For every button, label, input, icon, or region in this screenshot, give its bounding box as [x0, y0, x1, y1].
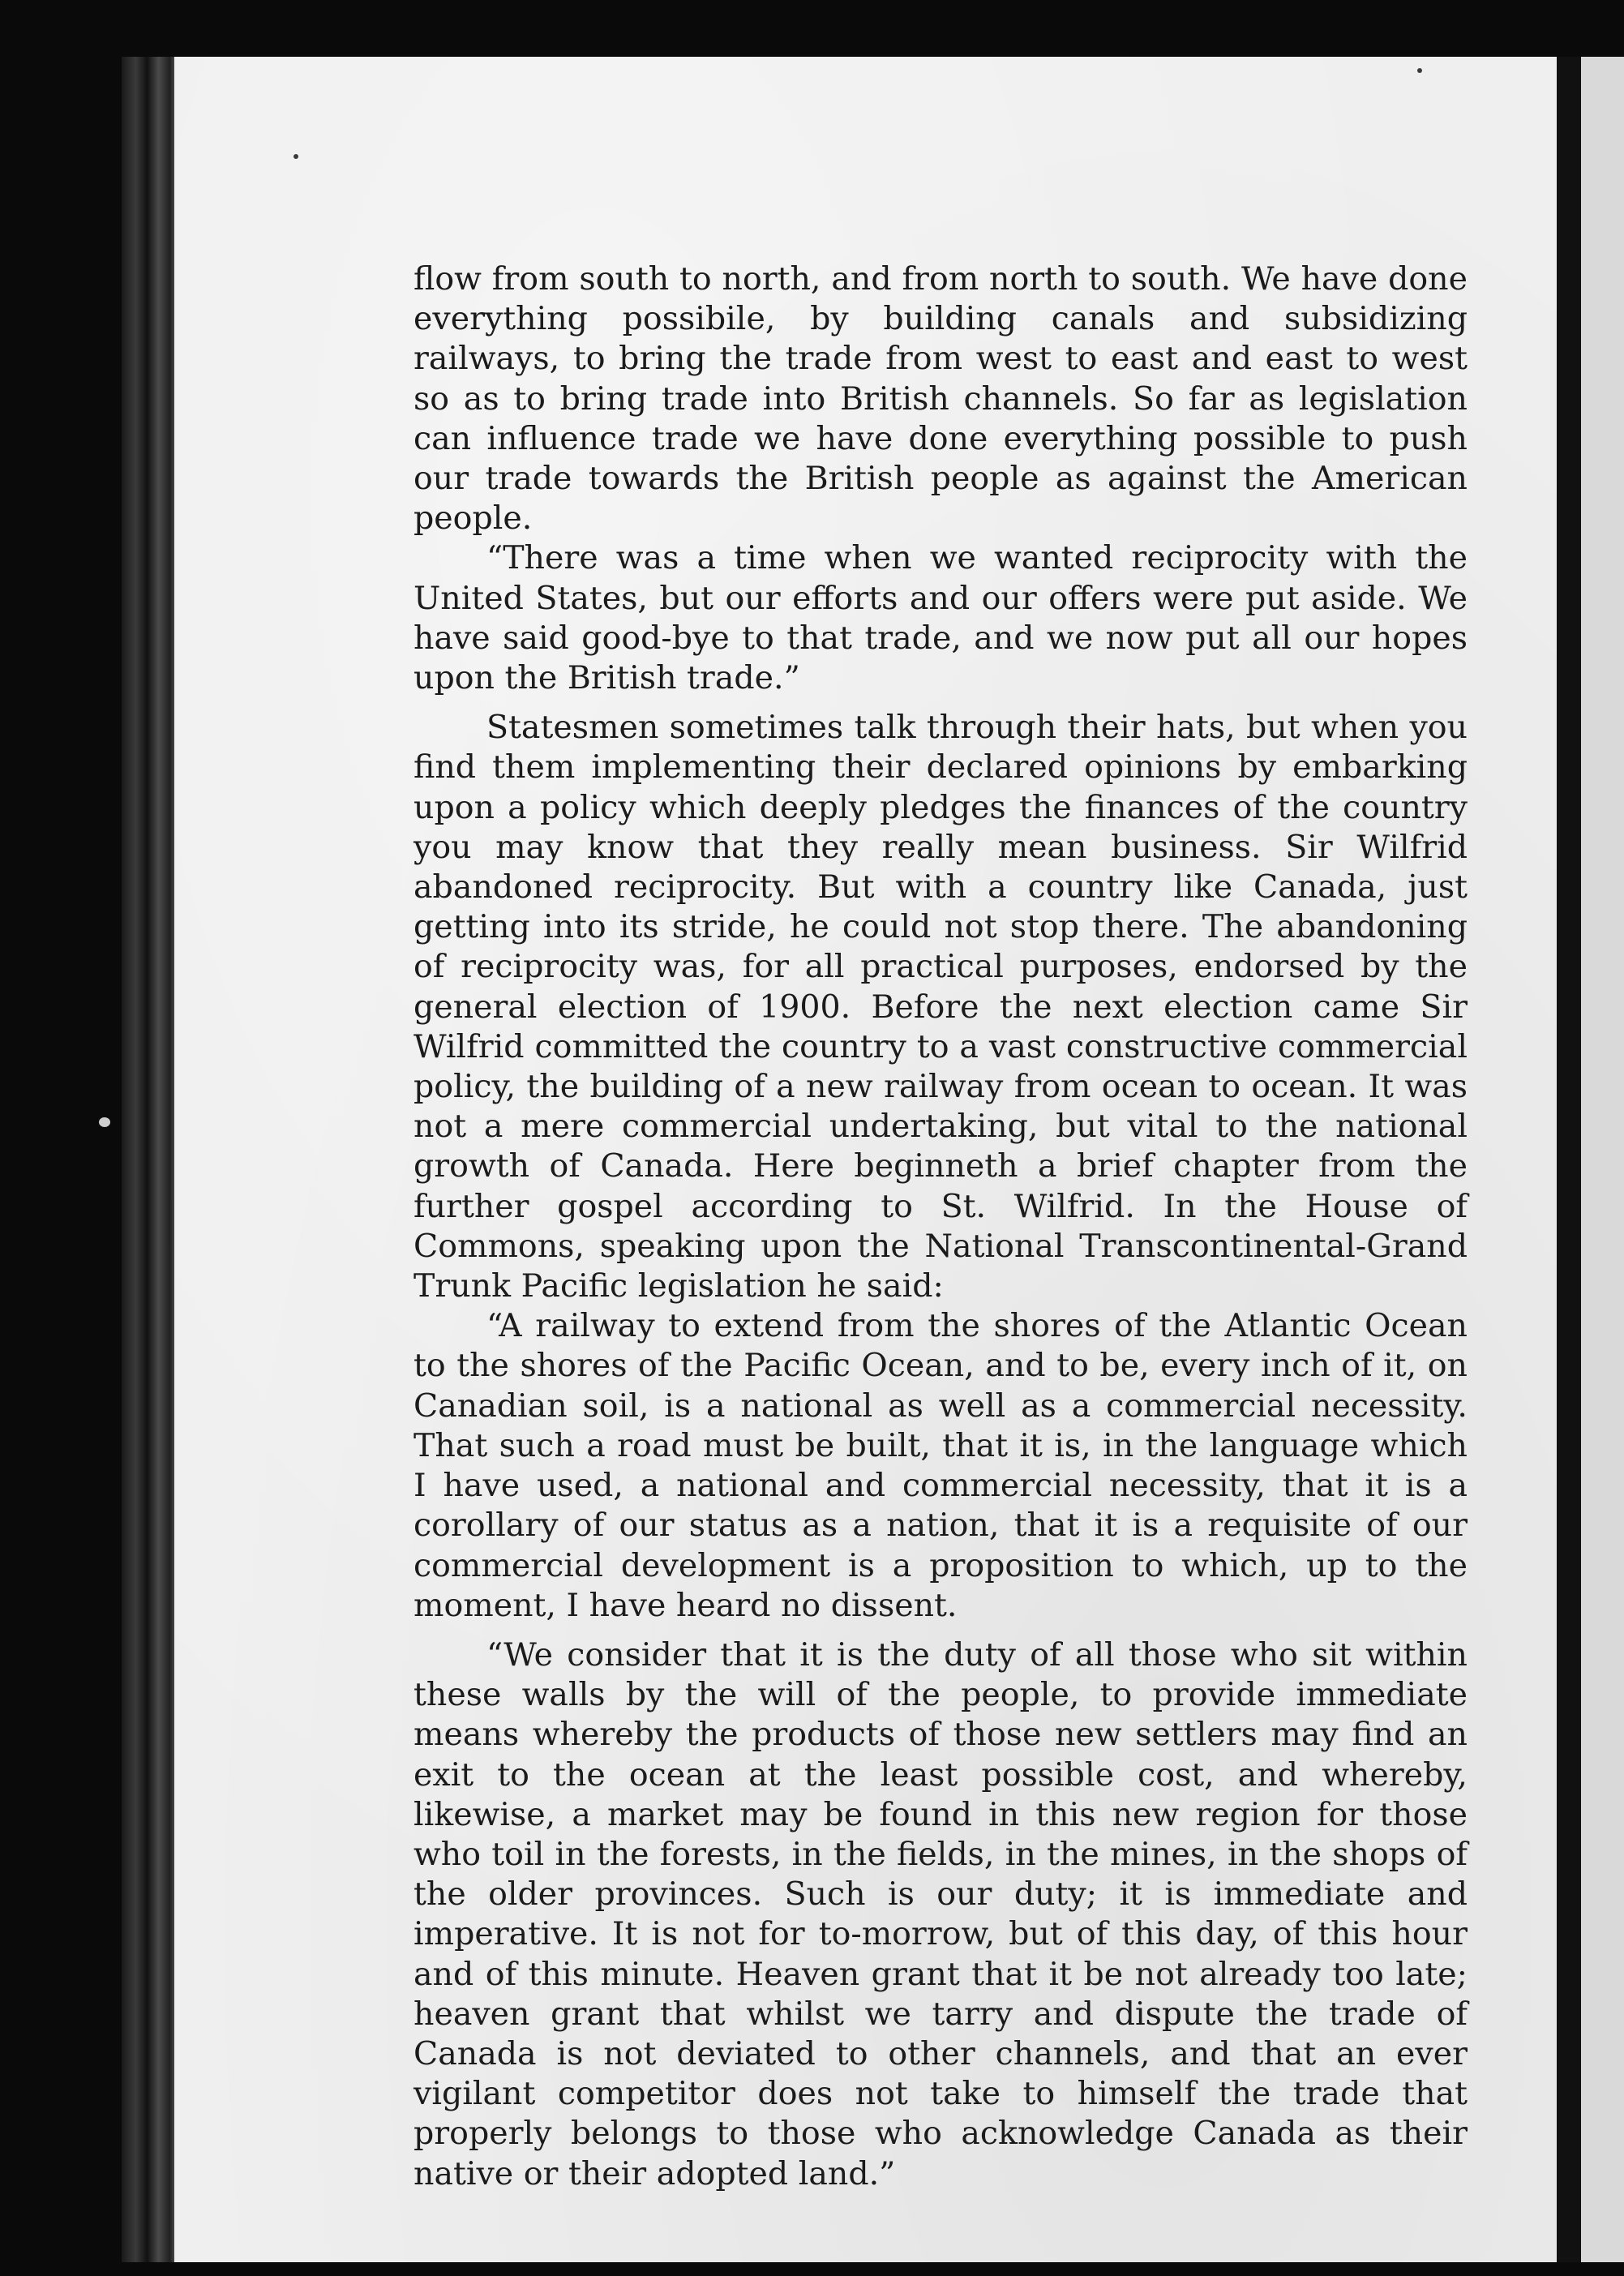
dust-speck — [1417, 68, 1422, 73]
paragraph: Statesmen sometimes talk through their hats, but when you find them implementing their declared opinions by embarking upon a policy which deeply pledges the finances of the country you may know that they really mean business. Sir Wilfrid abandoned reciprocity. But with a country like Canada, just getting into its stride, he could not stop there. The abandoning of reciprocity was, for all practical purposes, endorsed by the general election of 1900. Before the next election came Sir Wilfrid committed the country to a vast constructive commercial policy, the building of a new railway from ocean to ocean. It was not a mere commercial undertaking, but vital to the national growth of Canada. Here beginneth a brief chapter from the further gospel according to St. Wilfrid. In the House of Commons, speaking upon the National Transcontinental-Grand Trunk Pacific legislation he said: — [413, 709, 1468, 1305]
next-page-edge — [1581, 57, 1624, 2262]
book-binding — [122, 57, 178, 2262]
dust-speck — [294, 154, 298, 159]
paragraph: “We consider that it is the duty of all those who sit within these walls by the will of the people, to provide immediate means whereby the products of those new settlers may find an exit to the ocean at the least possible cost, and whereby, likewise, a market may be found in this new region for those who toil in the forests, in the fields, in the mines, in the shops of the older provinces. Such is our duty; it is immediate and imperative. It is not for to-morrow, but of this day, of this hour and of this minute. Heaven grant that it be not already too late; heaven grant that whilst we tarry and dispute the trade of Canada is not deviated to other channels, and that an ever vigilant competitor does not take to himself the trade that properly belongs to those who acknowledge Canada as their native or their adopted land.” — [413, 1635, 1468, 2192]
paragraph: “There was a time when we wanted reciprocity with the United States, but our efforts and our offers were put aside. We have said good-bye to that trade, and we now put all our hopes upon the British trade.” — [413, 539, 1468, 697]
gutter-shadow — [1557, 57, 1581, 2262]
paragraph: flow from south to north, and from north to south. We have done everything possibile, by building canals and subsidizing railways, to bring the trade from west to east and east to west so as to bring trade into British channels. So far as legislation can influence trade we have done everything possible to push our trade towards the British people as against the American people. — [413, 260, 1468, 538]
body-text — [413, 259, 1468, 2194]
paragraph: “A railway to extend from the shores of the Atlantic Ocean to the shores of the Pacific Ocean, and to be, every inch of it, on Canadian soil, is a national as well as a commercial necessity. That such a road must be built, that it is, in the language which I have used, a national and commercial necessity, that it is a corollary of our status as a nation, that it is a requisite of our commercial development is a proposition to which, up to the moment, I have heard no dissent. — [413, 1307, 1468, 1624]
dust-speck — [99, 1117, 110, 1127]
